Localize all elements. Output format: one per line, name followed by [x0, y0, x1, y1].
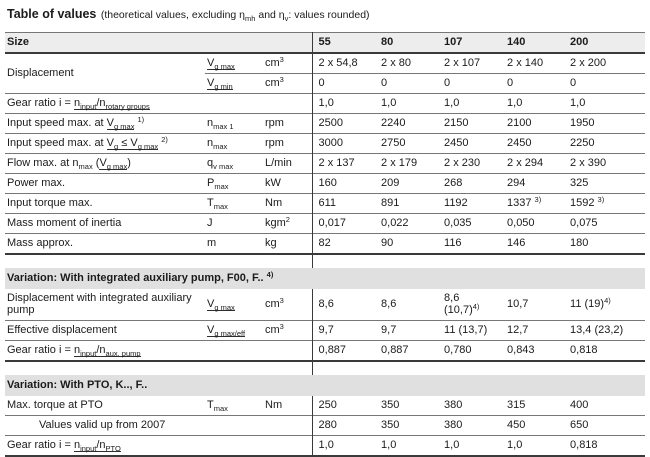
gap-cell: [501, 254, 564, 268]
cell-values-valid-2007-80: 350: [381, 419, 400, 431]
row-label-gear-ratio-rotary: Gear ratio $i = n_{input}/n_{rotary groups}$: [7, 97, 150, 111]
cell-mass-moment-of-inertia-107: 0,035: [444, 217, 472, 229]
cell-mass-approx-80: 90: [381, 237, 394, 249]
row-label-mass-approx: Mass approx.: [7, 237, 74, 249]
row-symbol-displacement-vg-min: $V_{g min}$: [207, 77, 233, 91]
cell-gear-ratio-aux-80: 0,887: [381, 344, 409, 356]
section-header-label-pto: Variation: With PTO, K.., F..: [7, 379, 148, 391]
cell-power-max-200: 325: [570, 177, 589, 189]
row-unit-input-torque-max: Nm: [265, 197, 283, 209]
cell-gear-ratio-pto-107: 1,0: [444, 439, 460, 451]
page-title-note: (theoretical values, excluding $\eta_{mh}$ and $\eta_v$: values rounded): [100, 9, 370, 23]
table-row-effective-displacement: [5, 321, 645, 341]
cell-effective-displacement-140: 12,7: [507, 324, 529, 336]
row-label-displacement-vg-max: Displacement: [7, 67, 74, 79]
cell-displacement-vg-min-107: 0: [444, 77, 451, 89]
cell-pto-max-torque-107: 380: [444, 399, 463, 411]
cell-aux-displacement-140: 10,7: [507, 298, 529, 310]
row-symbol-effective-displacement: $V_{g max/eff}$: [207, 324, 246, 338]
cell-power-max-107: 268: [444, 177, 463, 189]
cell-gear-ratio-aux-107: 0,780: [444, 344, 472, 356]
table-row-aux-displacement: [5, 289, 645, 321]
row-label-effective-displacement: Effective displacement: [7, 324, 117, 336]
row-unit-displacement-vg-min: $cm^3$: [265, 75, 284, 89]
cell-gear-ratio-aux-55: 0,887: [312, 341, 375, 362]
cell-input-torque-max-80: 891: [381, 197, 400, 209]
cell-input-speed-vg-max-200: 1950: [570, 117, 595, 129]
cell-input-speed-vg-max-55: 2500: [312, 114, 375, 134]
cell-input-speed-vg-lte-107: 2450: [444, 137, 469, 149]
gap-cell: [438, 254, 501, 268]
cell-gear-ratio-aux-200: 0,818: [570, 344, 598, 356]
row-label-values-valid-2007: Values valid up from 2007: [39, 419, 166, 431]
cell-flow-max-80: 2 x 179: [381, 157, 418, 169]
cell-input-torque-max-200: 1592 $^{3)}$: [570, 195, 605, 209]
row-unit-aux-displacement: $cm^3$: [265, 296, 284, 310]
cell-gear-ratio-pto-80: 1,0: [381, 439, 397, 451]
cell-gear-ratio-pto-200: 0,818: [570, 439, 598, 451]
cell-aux-displacement-107: 8,6 $(10,7)^{4)}$: [444, 292, 480, 316]
row-label-input-torque-max: Input torque max.: [7, 197, 93, 209]
cell-values-valid-2007-140: 450: [507, 419, 526, 431]
cell-gear-ratio-aux-140: 0,843: [507, 344, 535, 356]
table-row-mass-approx: [5, 234, 645, 255]
size-col-80: 80: [381, 36, 394, 48]
size-header-label: Size: [7, 36, 30, 48]
row-label-gear-ratio-pto: Gear ratio $i = n_{input}/n_{PTO}$: [7, 439, 121, 453]
cell-input-torque-max-140: 1337 $^{3)}$: [507, 195, 542, 209]
gap-cell: [5, 254, 312, 268]
cell-power-max-140: 294: [507, 177, 526, 189]
cell-displacement-vg-min-55: 0: [312, 74, 375, 94]
cell-mass-approx-55: 82: [312, 234, 375, 255]
cell-pto-max-torque-140: 315: [507, 399, 526, 411]
cell-effective-displacement-80: 9,7: [381, 324, 397, 336]
row-unit-flow-max: L/min: [265, 157, 292, 169]
cell-input-speed-vg-lte-200: 2250: [570, 137, 595, 149]
table-row-gear-ratio-rotary: [5, 94, 645, 114]
gap-cell: [375, 361, 438, 375]
cell-input-speed-vg-lte-140: 2450: [507, 137, 532, 149]
row-unit-input-speed-vg-max: rpm: [265, 117, 284, 129]
cell-displacement-vg-min-80: 0: [381, 77, 388, 89]
row-symbol-input-torque-max: $T_{max}$: [207, 197, 228, 211]
cell-gear-ratio-rotary-80: 1,0: [381, 97, 397, 109]
row-unit-mass-approx: kg: [265, 237, 277, 249]
cell-mass-moment-of-inertia-55: 0,017: [312, 214, 375, 234]
row-symbol-flow-max: $q_{v max}$: [207, 157, 234, 171]
row-symbol-input-speed-vg-max: $n_{max 1}$: [207, 117, 234, 131]
row-unit-pto-max-torque: Nm: [265, 399, 283, 411]
cell-displacement-vg-max-140: 2 x 140: [507, 57, 544, 69]
gap-cell: [564, 361, 645, 375]
cell-power-max-80: 209: [381, 177, 400, 189]
row-symbol-displacement-vg-max: $V_{g max}$: [207, 57, 235, 71]
table-row-gear-ratio-aux: [5, 341, 645, 362]
size-header-row: [5, 33, 645, 54]
row-label-aux-displacement: Displacement with integrated auxiliary pump: [7, 292, 192, 316]
gap-cell: [501, 361, 564, 375]
section-header-aux-pump: [5, 268, 645, 289]
cell-mass-approx-200: 180: [570, 237, 589, 249]
row-symbol-input-speed-vg-lte: $n_{max}$: [207, 137, 228, 151]
cell-input-speed-vg-lte-80: 2750: [381, 137, 406, 149]
table-row-flow-max: [5, 154, 645, 174]
table-row-input-torque-max: [5, 194, 645, 214]
cell-values-valid-2007-55: 280: [312, 416, 375, 436]
cell-displacement-vg-min-140: 0: [507, 77, 514, 89]
row-label-mass-moment-of-inertia: Mass moment of inertia: [7, 217, 122, 229]
cell-displacement-vg-max-80: 2 x 80: [381, 57, 411, 69]
cell-mass-approx-140: 146: [507, 237, 526, 249]
size-col-140: 140: [507, 36, 526, 48]
cell-values-valid-2007-200: 650: [570, 419, 589, 431]
cell-gear-ratio-rotary-107: 1,0: [444, 97, 460, 109]
table-row-input-speed-vg-lte: [5, 134, 645, 154]
cell-values-valid-2007-107: 380: [444, 419, 463, 431]
row-label-flow-max: Flow max. at $n_{max}$ $(V_{g max})$: [7, 157, 131, 171]
gap-cell: [312, 254, 375, 268]
row-unit-mass-moment-of-inertia: kgm$^2$: [265, 215, 290, 229]
cell-input-torque-max-55: 611: [312, 194, 375, 214]
row-label-pto-max-torque: Max. torque at PTO: [7, 399, 103, 411]
table-row-pto-max-torque: [5, 396, 645, 416]
cell-flow-max-55: 2 x 137: [312, 154, 375, 174]
cell-input-torque-max-107: 1192: [444, 197, 468, 209]
size-col-200: 200: [570, 36, 589, 48]
table-row-displacement-vg-max: [5, 53, 645, 74]
section-header-pto: [5, 375, 645, 396]
row-label-input-speed-vg-max: Input speed max. at $V_{g max}$ $^{1)}$: [7, 115, 145, 131]
cell-mass-moment-of-inertia-80: 0,022: [381, 217, 409, 229]
cell-gear-ratio-rotary-200: 1,0: [570, 97, 586, 109]
cell-flow-max-140: 2 x 294: [507, 157, 544, 169]
cell-input-speed-vg-max-80: 2240: [381, 117, 406, 129]
section-header-label-aux-pump: Variation: With integrated auxiliary pump, F00, F.. $^{4)}$: [7, 270, 274, 284]
gap-cell: [438, 361, 501, 375]
page-title: [7, 6, 645, 23]
cell-flow-max-107: 2 x 230: [444, 157, 481, 169]
page-title-main: Table of values: [7, 7, 97, 21]
cell-mass-approx-107: 116: [444, 237, 462, 249]
cell-gear-ratio-pto-140: 1,0: [507, 439, 523, 451]
row-unit-input-speed-vg-lte: rpm: [265, 137, 284, 149]
row-unit-power-max: kW: [265, 177, 281, 189]
cell-input-speed-vg-max-140: 2100: [507, 117, 532, 129]
cell-pto-max-torque-80: 350: [381, 399, 400, 411]
row-label-power-max: Power max.: [7, 177, 66, 189]
row-symbol-aux-displacement: $V_{g max}$: [207, 298, 235, 312]
size-col-107: 107: [444, 36, 463, 48]
cell-effective-displacement-55: 9,7: [312, 321, 375, 341]
row-symbol-mass-approx: m: [207, 237, 217, 249]
cell-displacement-vg-max-55: 2 x 54,8: [312, 53, 375, 74]
row-symbol-mass-moment-of-inertia: J: [207, 217, 213, 229]
cell-input-speed-vg-max-107: 2150: [444, 117, 469, 129]
cell-mass-moment-of-inertia-140: 0,050: [507, 217, 535, 229]
cell-aux-displacement-55: 8,6: [312, 289, 375, 321]
row-label-input-speed-vg-lte: Input speed max. at $V_g \le V_{g max}$ $^{2)}$: [7, 135, 168, 151]
cell-input-speed-vg-lte-55: 3000: [312, 134, 375, 154]
table-of-values: [5, 32, 645, 457]
cell-aux-displacement-80: 8,6: [381, 298, 397, 310]
cell-displacement-vg-max-107: 2 x 107: [444, 57, 481, 69]
row-symbol-power-max: $P_{max}$: [207, 177, 229, 191]
size-col-55: 55: [312, 33, 375, 54]
section-gap-aux-pump: [5, 254, 645, 268]
cell-mass-moment-of-inertia-200: 0,075: [570, 217, 598, 229]
cell-gear-ratio-rotary-55: 1,0: [312, 94, 375, 114]
gap-cell: [375, 254, 438, 268]
row-unit-effective-displacement: $cm^3$: [265, 322, 284, 336]
cell-effective-displacement-107: 11 (13,7): [444, 324, 488, 336]
cell-pto-max-torque-200: 400: [570, 399, 589, 411]
cell-pto-max-torque-55: 250: [312, 396, 375, 416]
table-row-input-speed-vg-max: [5, 114, 645, 134]
row-unit-displacement-vg-max: $cm^3$: [265, 55, 284, 69]
gap-cell: [564, 254, 645, 268]
cell-aux-displacement-200: 11 $(19)^{4)}$: [570, 296, 611, 310]
gap-cell: [312, 361, 375, 375]
section-gap-pto: [5, 361, 645, 375]
row-label-gear-ratio-aux: Gear ratio $i = n_{input}/n_{aux. pump}$: [7, 344, 141, 358]
cell-gear-ratio-pto-55: 1,0: [312, 436, 375, 457]
table-row-values-valid-2007: [5, 416, 645, 436]
cell-power-max-55: 160: [312, 174, 375, 194]
cell-gear-ratio-rotary-140: 1,0: [507, 97, 523, 109]
cell-displacement-vg-max-200: 2 x 200: [570, 57, 607, 69]
cell-flow-max-200: 2 x 390: [570, 157, 607, 169]
cell-displacement-vg-min-200: 0: [570, 77, 577, 89]
table-row-power-max: [5, 174, 645, 194]
table-row-mass-moment-of-inertia: [5, 214, 645, 234]
gap-cell: [5, 361, 312, 375]
cell-effective-displacement-200: 13,4 (23,2): [570, 324, 624, 336]
row-symbol-pto-max-torque: $T_{max}$: [207, 399, 228, 413]
